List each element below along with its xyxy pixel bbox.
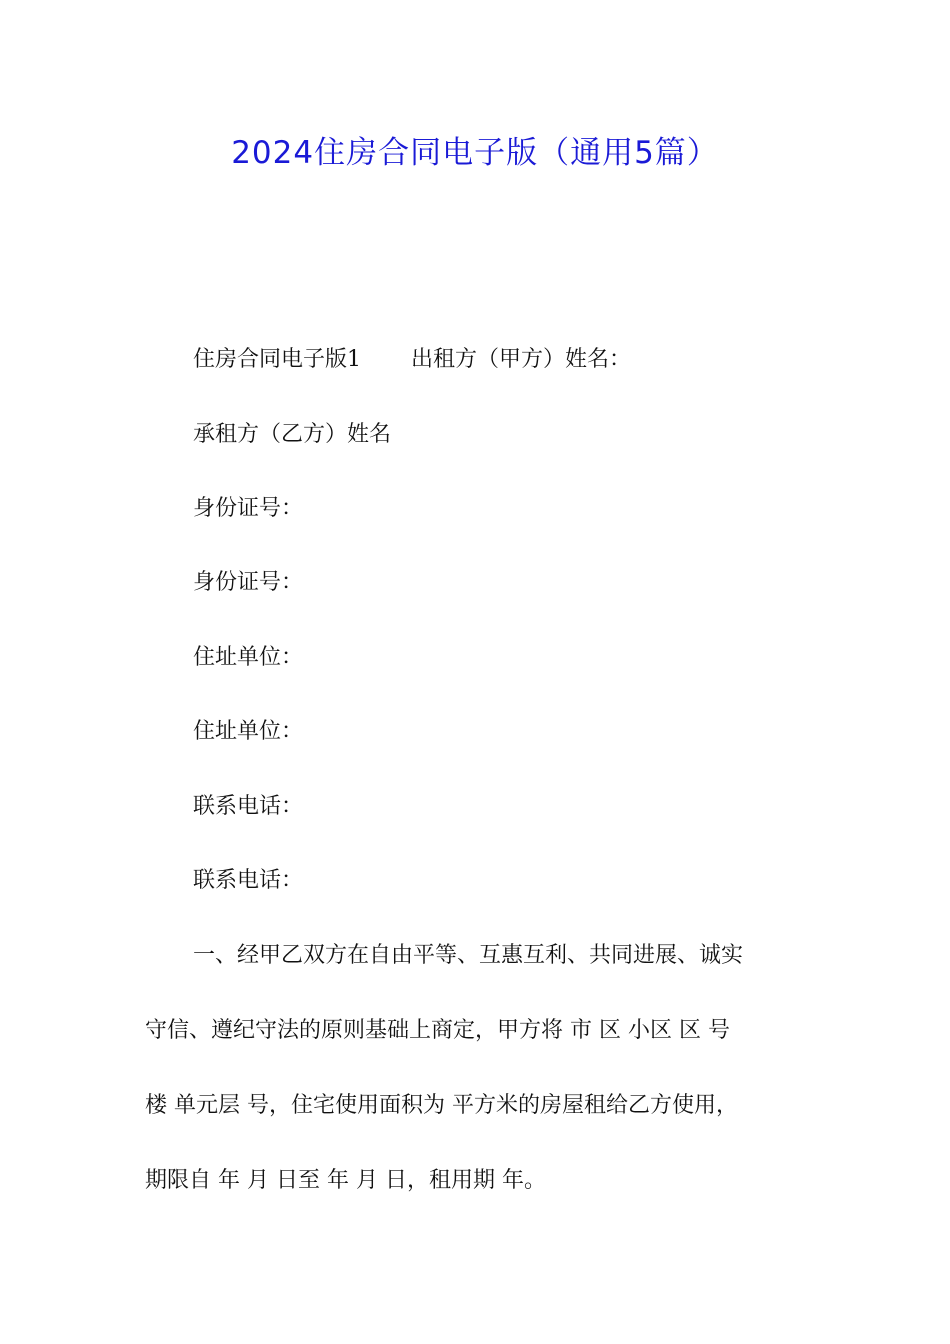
lessor-address-label: 住址单位： bbox=[193, 645, 304, 670]
lessee-address-label: 住址单位： bbox=[193, 719, 304, 744]
clause-one-line-2: 守信、遵纪守法的原则基础上商定，甲方将 市 区 小区 区 号 bbox=[145, 1018, 730, 1043]
lessee-phone-label: 联系电话： bbox=[193, 868, 304, 893]
clause-one-line-1: 一、经甲乙双方在自由平等、互惠互利、共同进展、诚实 bbox=[193, 943, 744, 968]
clause-one-line-3: 楼 单元层 号，住宅使用面积为 平方米的房屋租给乙方使用， bbox=[145, 1093, 738, 1118]
lessee-id-number-label: 身份证号： bbox=[193, 570, 304, 595]
clause-one-line-4: 期限自 年 月 日至 年 月 日，租用期 年。 bbox=[145, 1168, 546, 1193]
document-title: 2024住房合同电子版（通用5篇） bbox=[231, 135, 719, 171]
section-heading-line bbox=[193, 345, 631, 375]
lessor-phone-label: 联系电话： bbox=[193, 794, 304, 819]
lessor-id-number-label: 身份证号： bbox=[193, 496, 304, 521]
section-heading: 住房合同电子版1 bbox=[193, 347, 361, 372]
lessor-name-label: 出租方（甲方）姓名： bbox=[411, 347, 632, 372]
lessee-name-label: 承租方（乙方）姓名 bbox=[193, 422, 392, 447]
